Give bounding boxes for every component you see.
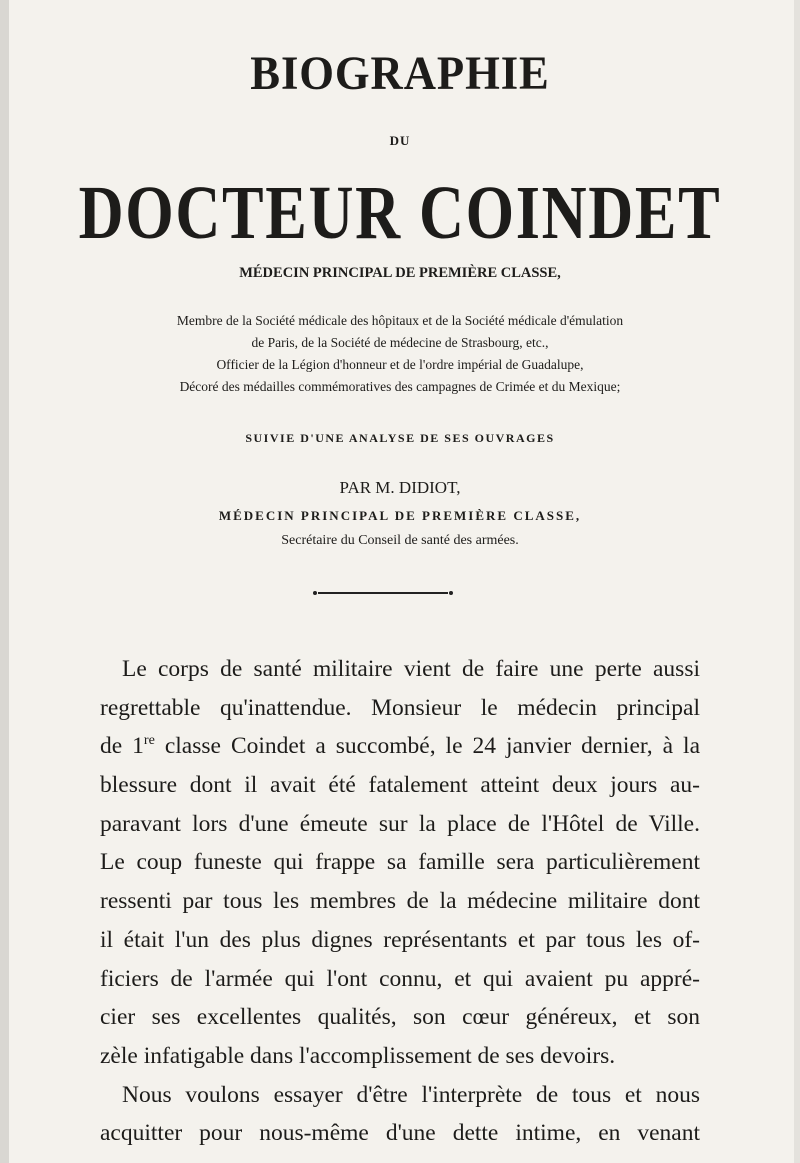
ornamental-divider	[318, 592, 448, 594]
body-line: paravant lors d'une émeute sur la place de l'Hôtel de Ville.	[100, 810, 700, 837]
body-line: il était l'un des plus dignes représentants et par tous les of-	[100, 926, 700, 953]
page-edge-right	[794, 0, 800, 1163]
body-line: zèle infatigable dans l'accomplissement de ses devoirs.	[100, 1042, 616, 1069]
memberships-list	[60, 310, 740, 398]
body-line: ressenti par tous les membres de la médecine militaire dont	[100, 888, 700, 915]
author-rank: MÉDECIN PRINCIPAL DE PREMIÈRE CLASSE,	[218, 508, 582, 523]
page-edge-shadow	[0, 0, 9, 1163]
body-line: blessure dont il avait été fatalement atteint deux jours au-	[100, 772, 700, 799]
body-line: Nous voulons essayer d'être l'interprète de tous et nous	[122, 1081, 700, 1108]
body-line: de 1re classe Coindet a succombé, le 24 janvier dernier, à la	[100, 732, 700, 760]
membership-line: Membre de la Société médicale des hôpitaux et de la Société médicale d'émulation	[176, 313, 624, 328]
author-role: Secrétaire du Conseil de santé des armées.	[281, 533, 519, 548]
membership-line: Décoré des médailles commémoratives des campagnes de Crimée et du Mexique;	[179, 379, 621, 394]
body-line: Le corps de santé militaire vient de faire une perte aussi	[122, 656, 700, 682]
author-name: PAR M. DIDIOT,	[339, 478, 461, 497]
body-line: acquitter pour nous-même d'une dette intime, en venant	[100, 1120, 700, 1147]
membership-line: de Paris, de la Société de médecine de Strasbourg, etc.,	[251, 335, 549, 350]
body-line: regrettable qu'inattendue. Monsieur le médecin principal	[100, 694, 700, 721]
body-line: Le coup funeste qui frappe sa famille sera particulièrement	[100, 849, 700, 876]
title-docteur-coindet: DOCTEUR COINDET	[78, 171, 722, 255]
analysis-note: SUIVIE D'UNE ANALYSE DE SES OUVRAGES	[245, 431, 555, 445]
body-line: cier ses excellentes qualités, son cœur généreux, et son	[100, 1004, 700, 1031]
membership-line: Officier de la Légion d'honneur et de l'ordre impérial de Guadalupe,	[216, 357, 584, 372]
title-biographie: BIOGRAPHIE	[250, 47, 550, 100]
title-du: DU	[389, 133, 411, 148]
body-paragraph	[100, 650, 700, 1153]
subject-rank: MÉDECIN PRINCIPAL DE PREMIÈRE CLASSE,	[239, 265, 561, 281]
body-line: ficiers de l'armée qui l'ont connu, et qui avaient pu appré-	[100, 965, 700, 992]
